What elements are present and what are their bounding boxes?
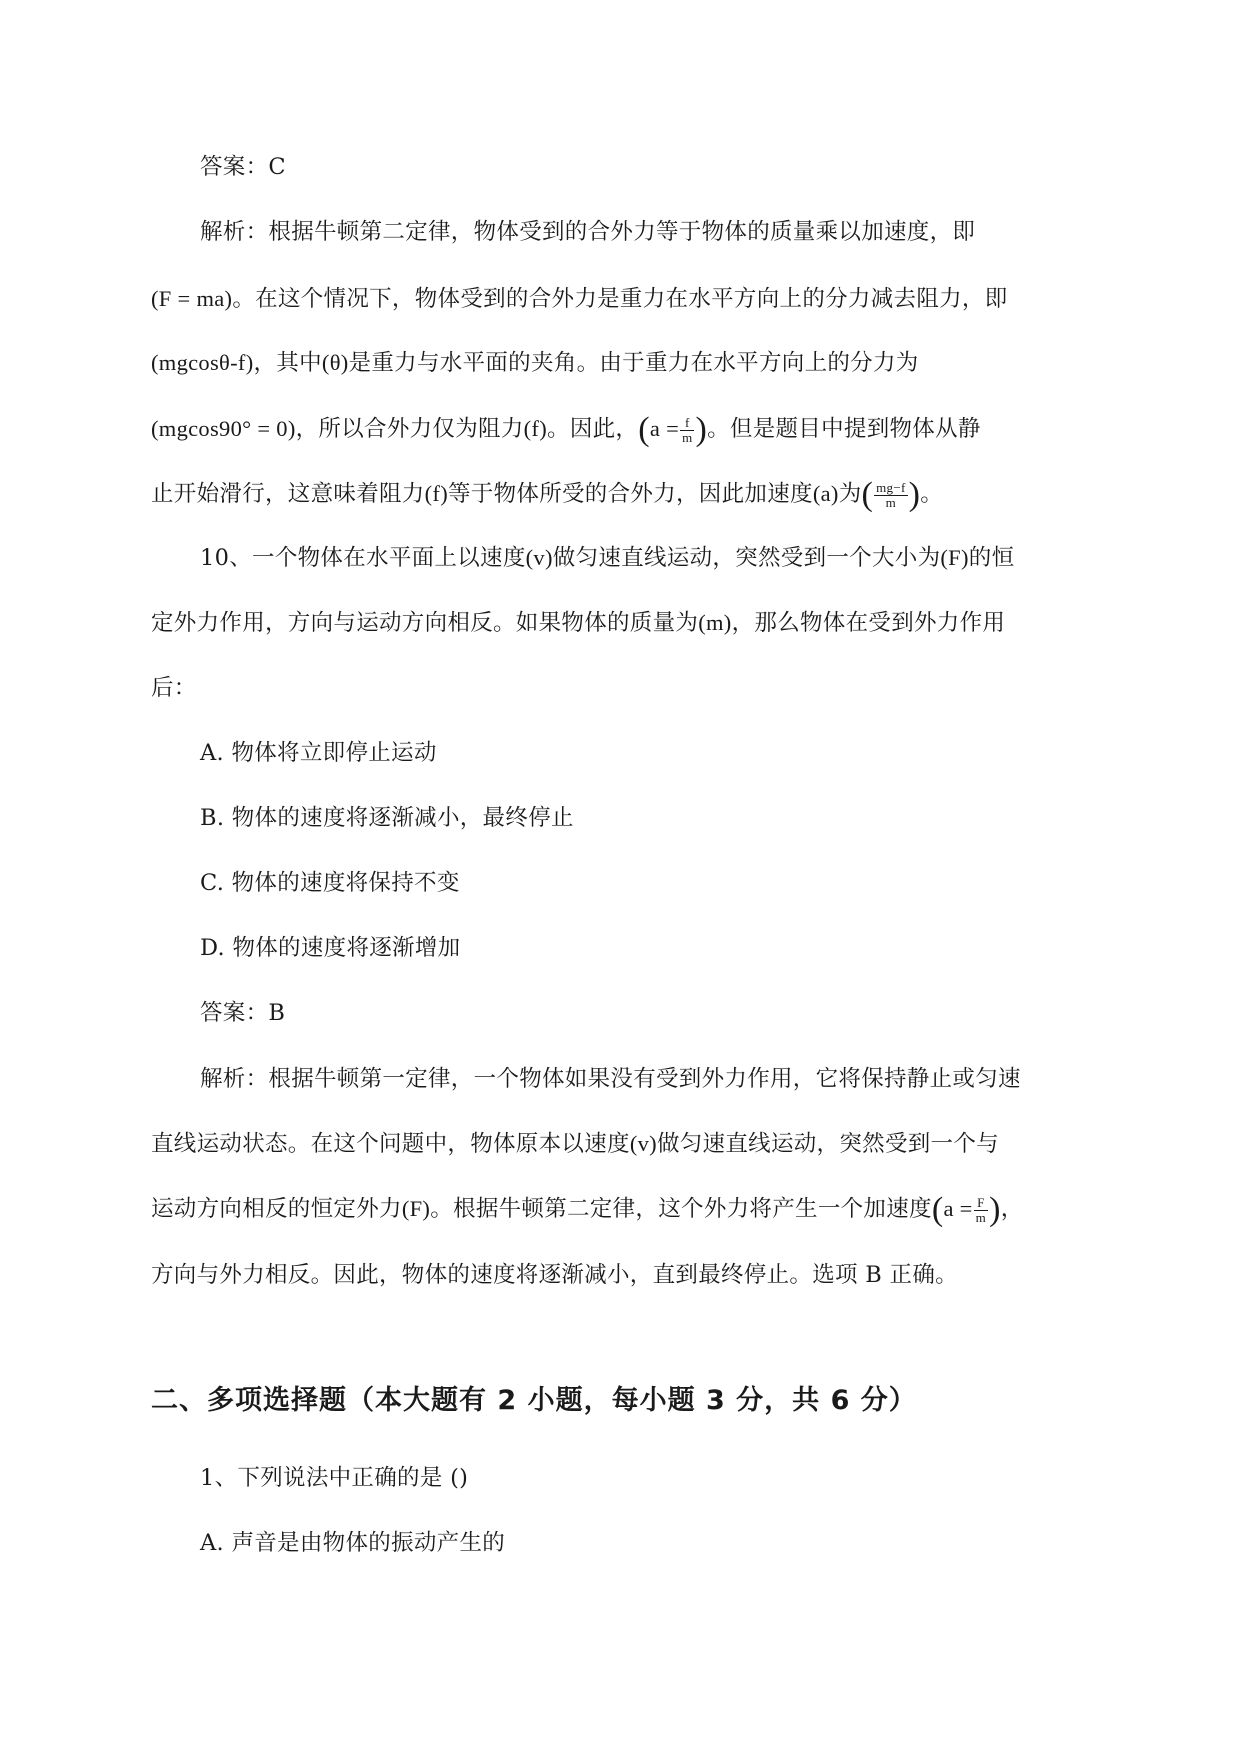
analysis-1-line-4: (mgcos90° = 0)，所以合外力仅为阻力(f)。因此，(a = $\frac{f}{m}$ )。但是题目中提到物体从静 xyxy=(151,411,981,448)
option-c: C. 物体的速度将保持不变 xyxy=(200,870,460,896)
answer-line-1: 答案：C xyxy=(200,154,286,180)
analysis-2-line-4: 方向与外力相反。因此，物体的速度将逐渐减小，直到最终停止。选项 B 正确。 xyxy=(151,1262,958,1288)
option-b: B. 物体的速度将逐渐减小，最终停止 xyxy=(200,805,574,831)
formula-f-ma: (F = ma) xyxy=(151,286,233,311)
formula-a-f-over-m: (a = $\frac{f}{m}$ ) xyxy=(638,411,708,448)
formula-net-force: (mgcosθ-f) xyxy=(151,350,254,375)
analysis-2-line-1: 解析：根据牛顿第一定律，一个物体如果没有受到外力作用，它将保持静止或匀速 xyxy=(200,1066,1021,1092)
analysis-1-line-5: 止开始滑行，这意味着阻力(f)等于物体所受的合外力，因此加速度(a)为( $\frac{mg-f}{m}$ )。 xyxy=(151,476,944,513)
analysis-1-line-2: (F = ma)。在这个情况下，物体受到的合外力是重力在水平方向上的分力减去阻力，即 xyxy=(151,286,1008,312)
option-a: A. 物体将立即停止运动 xyxy=(200,740,437,766)
answer-line-2: 答案：B xyxy=(200,1000,286,1026)
analysis-1-line-1: 解析：根据牛顿第二定律，物体受到的合外力等于物体的质量乘以加速度，即 xyxy=(200,219,976,245)
section-heading: 二、多项选择题（本大题有 2 小题，每小题 3 分，共 6 分） xyxy=(151,1385,917,1416)
analysis-2-line-3: 运动方向相反的恒定外力(F)。根据牛顿第二定律，这个外力将产生一个加速度(a = $\frac{F}{m}$ )， xyxy=(151,1191,1024,1228)
analysis-1-line-3: (mgcosθ-f)，其中(θ)是重力与水平面的夹角。由于重力在水平方向上的分力为 xyxy=(151,350,919,376)
section-2-question-1-option-a: A. 声音是由物体的振动产生的 xyxy=(200,1530,506,1556)
analysis-2-line-2: 直线运动状态。在这个问题中，物体原本以速度(v)做匀速直线运动，突然受到一个与 xyxy=(151,1131,999,1157)
question-10-line-2: 定外力作用，方向与运动方向相反。如果物体的质量为(m)，那么物体在受到外力作用 xyxy=(151,610,1006,636)
question-10-line-3: 后： xyxy=(151,675,197,701)
formula-mg-f-over-m: ( $\frac{mg-f}{m}$ ) xyxy=(861,476,921,513)
formula-a-F-over-m: (a = $\frac{F}{m}$ ) xyxy=(931,1191,1001,1228)
option-d: D. 物体的速度将逐渐增加 xyxy=(200,935,461,961)
section-2-question-1: 1、下列说法中正确的是 () xyxy=(200,1465,469,1491)
formula-mgcos90: (mgcos90° = 0) xyxy=(151,416,296,441)
question-10-line-1: 10、一个物体在水平面上以速度(v)做匀速直线运动，突然受到一个大小为(F)的恒 xyxy=(200,545,1015,571)
